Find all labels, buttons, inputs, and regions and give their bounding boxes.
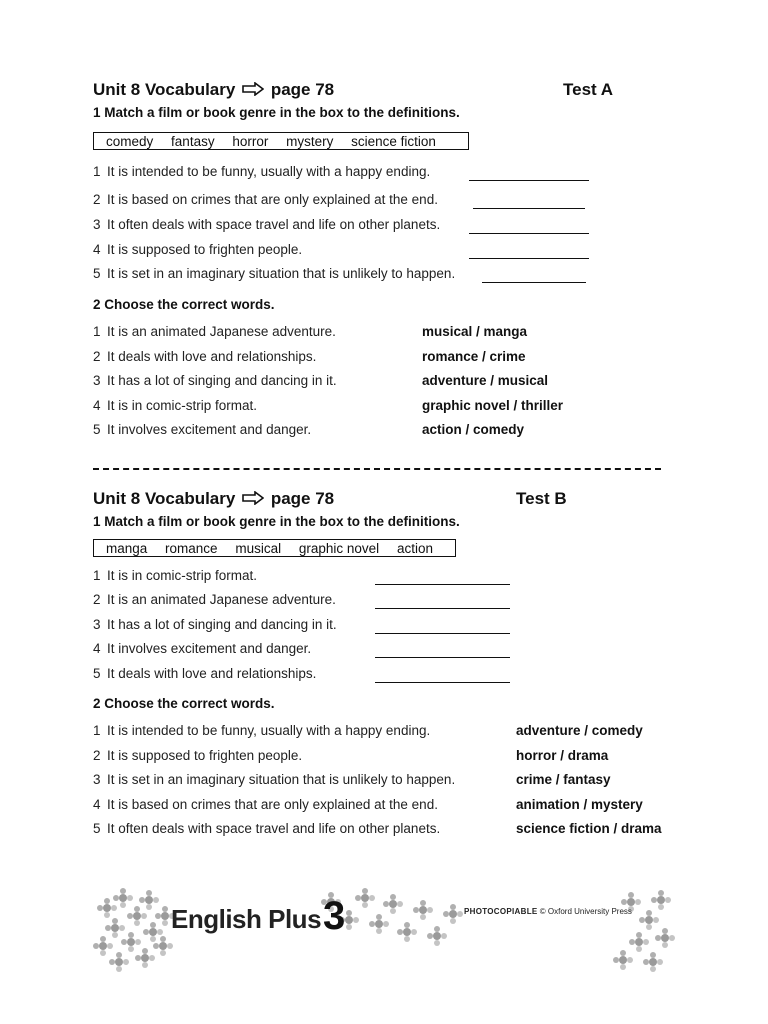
choice-pair[interactable]: crime / fantasy: [516, 772, 611, 787]
test-a-part2-instruction: 2 Choose the correct words.: [93, 297, 275, 312]
answer-blank[interactable]: [375, 619, 510, 634]
arrow-right-icon: [242, 491, 264, 505]
choice-pair[interactable]: adventure / comedy: [516, 723, 643, 738]
choice-pair[interactable]: graphic novel / thriller: [422, 398, 564, 413]
choice-pair[interactable]: animation / mystery: [516, 797, 643, 812]
test-a-part2-item: 1 It is an animated Japanese adventure.: [93, 324, 336, 339]
brand-logo: English Plus: [171, 904, 322, 934]
arrow-right-icon: [242, 82, 264, 96]
test-b-part2-item: 5 It often deals with space travel and life on other planets.: [93, 821, 441, 836]
test-a-part1-item: 1 It is intended to be funny, usually with a happy ending.: [93, 164, 431, 179]
test-a-part2-item: 2 It deals with love and relationships.: [93, 349, 317, 364]
choice-pair[interactable]: action / comedy: [422, 422, 525, 437]
test-b-title: Unit 8 Vocabulary page 78: [93, 489, 335, 508]
test-b-part2-item: 3 It is set in an imaginary situation that is unlikely to happen.: [93, 772, 456, 787]
word-box-item: musical: [235, 541, 282, 556]
test-a-part1-item: 2 It is based on crimes that are only explained at the end.: [93, 192, 438, 207]
test-b-part1-item: 2 It is an animated Japanese adventure.: [93, 592, 336, 607]
answer-blank[interactable]: [469, 244, 589, 259]
answer-blank[interactable]: [375, 594, 510, 609]
test-a-title: Unit 8 Vocabulary page 78: [93, 80, 335, 99]
answer-blank[interactable]: [375, 643, 510, 658]
test-a-part2-item: 3 It has a lot of singing and dancing in it.: [93, 373, 337, 388]
test-a-word-box: [93, 132, 469, 150]
test-a-part1-item: 4 It is supposed to frighten people.: [93, 242, 303, 257]
photocopiable-notice: PHOTOCOPIABLE © Oxford University Press: [464, 907, 632, 916]
word-box-item: manga: [106, 541, 148, 556]
test-b-part1-item: 3 It has a lot of singing and dancing in it.: [93, 617, 337, 632]
word-box-item: mystery: [286, 134, 334, 149]
answer-blank[interactable]: [469, 166, 589, 181]
choice-pair[interactable]: adventure / musical: [422, 373, 549, 388]
cut-line-divider: [93, 468, 661, 470]
brand-logo-number: 3: [323, 894, 346, 938]
word-box-item: horror: [232, 134, 269, 149]
choice-pair[interactable]: horror / drama: [516, 748, 609, 763]
word-box-item: romance: [165, 541, 218, 556]
test-a-part1-item: 5 It is set in an imaginary situation that is unlikely to happen.: [93, 266, 456, 281]
word-box-item: action: [396, 541, 433, 556]
test-b-part2-item: 1 It is intended to be funny, usually with a happy ending.: [93, 723, 431, 738]
answer-blank[interactable]: [375, 668, 510, 683]
word-box-item: fantasy: [171, 134, 215, 149]
choice-pair[interactable]: musical / manga: [422, 324, 528, 339]
test-b-part1-item: 1 It is in comic-strip format.: [93, 568, 258, 583]
footer-banner: [93, 880, 677, 975]
word-box-item: graphic novel: [298, 541, 380, 556]
choice-pair[interactable]: science fiction / drama: [516, 821, 662, 836]
test-b-part2-instruction: 2 Choose the correct words.: [93, 696, 275, 711]
test-b-part1-instruction: 1 Match a film or book genre in the box to the definitions.: [93, 514, 460, 529]
test-a-part2-item: 5 It involves excitement and danger.: [93, 422, 312, 437]
test-b-part2-item: 4 It is based on crimes that are only explained at the end.: [93, 797, 438, 812]
word-box-item: comedy: [106, 134, 154, 149]
word-box-item: science fiction: [351, 134, 436, 149]
test-a-part2-item: 4 It is in comic-strip format.: [93, 398, 258, 413]
test-b-part1-item: 5 It deals with love and relationships.: [93, 666, 317, 681]
answer-blank[interactable]: [375, 570, 510, 585]
test-b-label: Test B: [516, 489, 567, 508]
test-a-label: Test A: [563, 80, 614, 99]
answer-blank[interactable]: [482, 268, 586, 283]
test-a-part1-instruction: 1 Match a film or book genre in the box to the definitions.: [93, 105, 460, 120]
test-b-word-box: [93, 539, 456, 557]
test-b-part2-item: 2 It is supposed to frighten people.: [93, 748, 303, 763]
test-a-part1-item: 3 It often deals with space travel and life on other planets.: [93, 217, 441, 232]
choice-pair[interactable]: romance / crime: [422, 349, 526, 364]
test-b-part1-item: 4 It involves excitement and danger.: [93, 641, 312, 656]
answer-blank[interactable]: [473, 194, 585, 209]
answer-blank[interactable]: [469, 219, 589, 234]
